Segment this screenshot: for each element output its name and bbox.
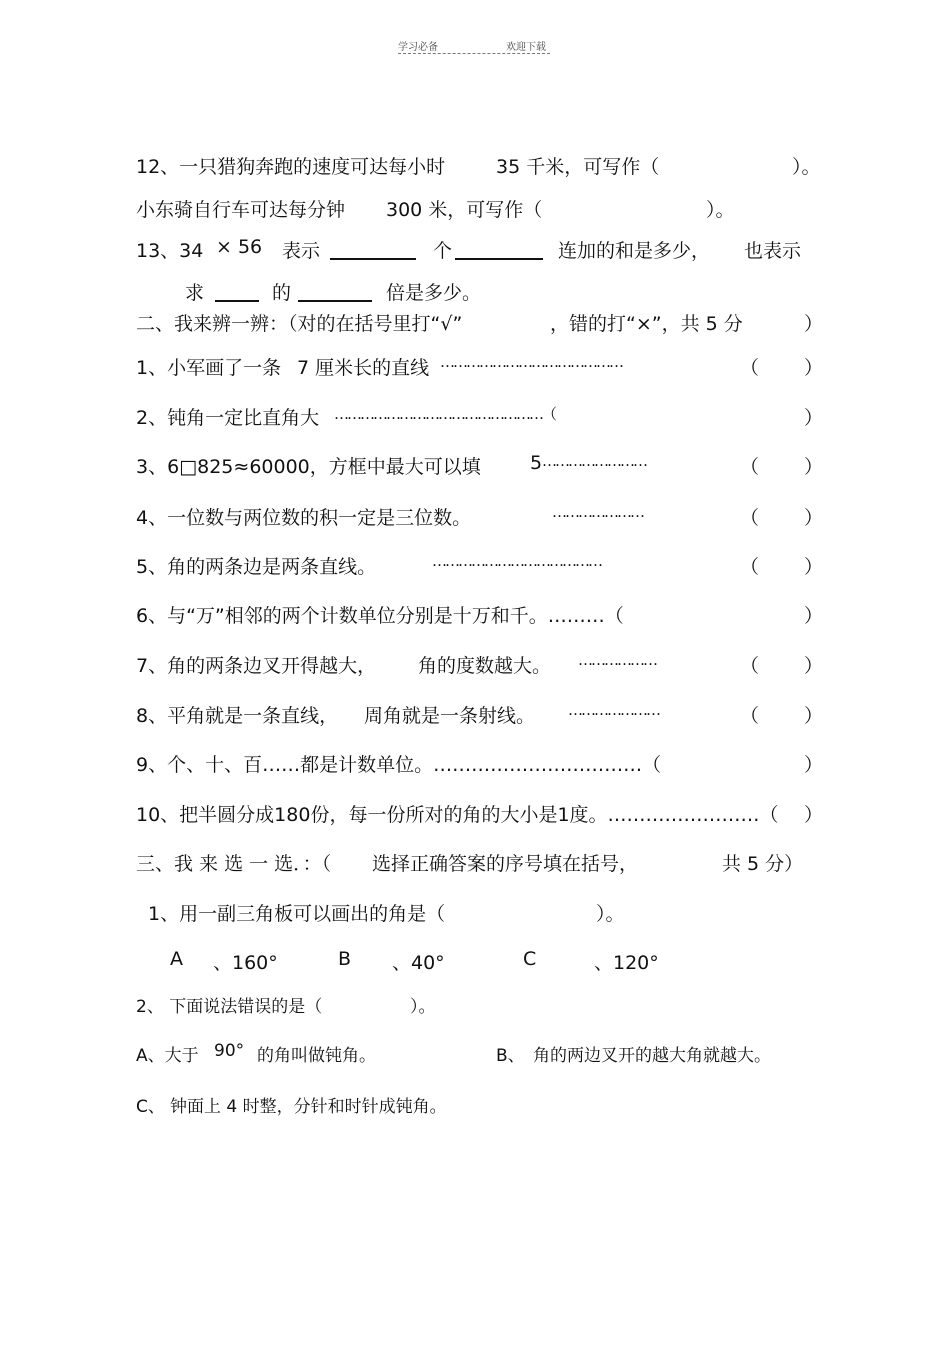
choice1-stem-a: 1、用一副三角板可以画出的角是（ xyxy=(148,903,446,925)
q12-line1-a: 12、一只猎狗奔跑的速度可达每小时 xyxy=(136,156,446,178)
q13-blank-4[interactable] xyxy=(298,300,372,302)
judge-item-8-text2: 周角就是一条射线。 xyxy=(364,705,536,727)
choice2-opt-b-label[interactable]: B、 xyxy=(496,1046,525,1066)
q12-line1-c: ）。 xyxy=(792,156,821,178)
section3-title-a: 三、我 来 选 一 选．：（ xyxy=(136,853,332,875)
q13-b: × 56 xyxy=(216,236,263,258)
judge-item-10-bracket-close[interactable]: ） xyxy=(804,804,824,826)
choice2-opt-c-text: 钟面上 4 时整，分针和时针成钝角。 xyxy=(170,1097,447,1117)
judge-item-3-leader: …………………… xyxy=(542,452,646,470)
choice1-stem-b: ）。 xyxy=(596,903,625,925)
section3-title-c: 共 5 分） xyxy=(722,853,804,875)
section2-title-b: ，错的打“×”，共 5 分 xyxy=(550,313,743,335)
judge-item-8-bracket-close[interactable]: ） xyxy=(804,705,824,727)
judge-item-4-leader: ………………… xyxy=(552,503,643,521)
section2-title: 二、我来辨一辨：（对的在括号里打“√” xyxy=(136,313,463,335)
judge-item-8-bracket-open[interactable]: （ xyxy=(740,705,760,727)
choice1-opt-c-letter[interactable]: C xyxy=(523,948,537,970)
judge-item-4-bracket-open[interactable]: （ xyxy=(740,507,760,529)
judge-item-4-text: 4、一位数与两位数的积一定是三位数。 xyxy=(136,507,472,529)
judge-item-3-text: 3、6□825≈60000，方框中最大可以填 xyxy=(136,456,481,478)
section2-title-c: ） xyxy=(804,313,824,335)
judge-item-2-text: 2、钝角一定比直角大 xyxy=(136,407,320,429)
q13-d: 个 xyxy=(433,240,453,262)
judge-item-7-bracket-open[interactable]: （ xyxy=(740,655,760,677)
choice2-opt-a-label[interactable]: A、大于 xyxy=(136,1046,199,1066)
judge-item-10-text: 10、把半圆分成180份，每一份所对的角的大小是1度。……………………（ xyxy=(136,804,779,826)
q13-g: 求 xyxy=(185,282,205,304)
q13-blank-2[interactable] xyxy=(455,258,543,260)
header-divider xyxy=(398,53,550,54)
judge-item-2-bracket-close[interactable]: ） xyxy=(804,407,824,429)
q12-line2-b: 300 米，可写作（ xyxy=(386,199,543,221)
choice2-opt-b-text: 角的两边叉开的越大角就越大。 xyxy=(533,1046,771,1066)
judge-item-5-bracket-open[interactable]: （ xyxy=(740,556,760,578)
judge-item-7-text: 7、角的两条边叉开得越大， xyxy=(136,655,377,677)
choice1-opt-b-value: 、40° xyxy=(392,952,445,974)
judge-item-2-leader: …………………………………………（ xyxy=(334,405,556,423)
judge-item-1-text: 1、小军画了一条 xyxy=(136,357,282,379)
judge-item-6-text: 6、与“万”相邻的两个计数单位分别是十万和千。………（ xyxy=(136,605,624,627)
q13-a: 13、34 xyxy=(136,240,204,262)
q13-c: 表示 xyxy=(282,240,321,262)
judge-item-6-bracket-close[interactable]: ） xyxy=(804,605,824,627)
judge-item-3-text2: 5 xyxy=(530,452,543,474)
q13-h: 的 xyxy=(272,282,292,304)
judge-item-7-bracket-close[interactable]: ） xyxy=(804,655,824,677)
judge-item-3-bracket-close[interactable]: ） xyxy=(804,456,824,478)
choice2-opt-a-text: 的角叫做钝角。 xyxy=(257,1046,376,1066)
choice1-opt-a-letter[interactable]: A xyxy=(170,948,183,970)
judge-item-7-leader: ……………… xyxy=(578,651,656,669)
header-right: 欢迎下载 xyxy=(506,42,546,53)
judge-item-5-leader: ………………………………… xyxy=(432,552,601,570)
judge-item-1-bracket-open[interactable]: （ xyxy=(740,357,760,379)
choice2-opt-a-degree: 90° xyxy=(214,1041,245,1061)
q12-line2-a: 小东骑自行车可达每分钟 xyxy=(136,199,346,221)
judge-item-4-bracket-close[interactable]: ） xyxy=(804,507,824,529)
header-left: 学习必备 xyxy=(398,42,438,53)
q12-line1-b: 35 千米，可写作（ xyxy=(496,156,660,178)
judge-item-9-bracket-close[interactable]: ） xyxy=(804,754,824,776)
q12-line2-c: ）。 xyxy=(706,199,735,221)
judge-item-1-bracket-close[interactable]: ） xyxy=(804,357,824,379)
choice2-stem-b: ）。 xyxy=(410,997,436,1017)
choice1-opt-c-value: 、120° xyxy=(594,952,659,974)
judge-item-7-text2: 角的度数越大。 xyxy=(418,655,552,677)
q13-blank-1[interactable] xyxy=(330,258,416,260)
q13-f: 也表示 xyxy=(744,240,802,262)
q13-e: 连加的和是多少， xyxy=(558,240,711,262)
choice2-stem-a: 2、 下面说法错误的是（ xyxy=(136,997,323,1017)
judge-item-8-leader: ………………… xyxy=(568,701,659,719)
q13-blank-3[interactable] xyxy=(215,300,259,302)
judge-item-1-text2: 7 厘米长的直线 xyxy=(297,357,430,379)
judge-item-9-text: 9、个、十、百……都是计数单位。……………………………（ xyxy=(136,754,662,776)
judge-item-8-text: 8、平角就是一条直线， xyxy=(136,705,339,727)
judge-item-3-bracket-open[interactable]: （ xyxy=(740,456,760,478)
section3-title-b: 选择正确答案的序号填在括号， xyxy=(372,853,639,875)
judge-item-5-text: 5、角的两条边是两条直线。 xyxy=(136,556,377,578)
choice2-opt-c-label[interactable]: C、 xyxy=(136,1097,165,1117)
q13-i: 倍是多少。 xyxy=(386,282,482,304)
judge-item-5-bracket-close[interactable]: ） xyxy=(804,556,824,578)
judge-item-1-leader: …………………………………… xyxy=(440,353,622,371)
choice1-opt-b-letter[interactable]: B xyxy=(338,948,352,970)
choice1-opt-a-value: 、160° xyxy=(213,952,278,974)
